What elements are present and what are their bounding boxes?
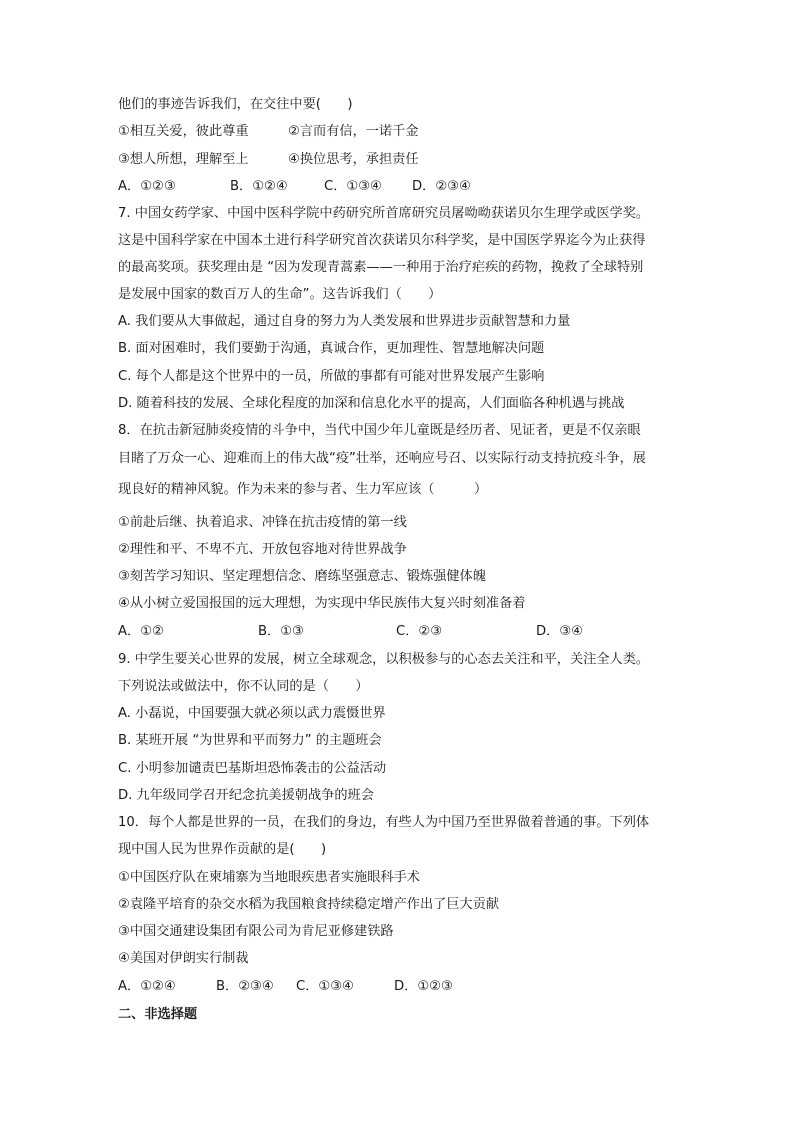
q10-item-1: ①中国医疗队在柬埔寨为当地眼疾患者实施眼科手术 — [118, 870, 420, 885]
q7-option-d: D. 随着科技的发展、全球化程度的加深和信息化水平的提高，人们面临各种机遇与挑战 — [118, 396, 625, 411]
q8-option-d: D．③④ — [536, 624, 583, 639]
q8-option-a: A．①② — [118, 624, 164, 639]
q8-stem-line-3: 现良好的精神风貌。作为未来的参与者、生力军应该（ ） — [118, 482, 488, 497]
q6-stem: 他们的事迹告诉我们，在交往中要( ) — [118, 97, 353, 112]
q10-stem-line-2: 现中国人民为世界作贡献的是( ) — [118, 842, 327, 857]
q7-stem-line-4: 是发展中国家的数百万人的生命”。这告诉我们（ ） — [118, 287, 442, 302]
q10-option-a: A．①②④ — [118, 979, 176, 994]
q7-stem-line-1: 7. 中国女药学家、中国中医科学院中药研究所首席研究员屠呦呦获诺贝尔生理学或医学奖。 — [118, 206, 650, 221]
q9-option-a: A. 小磊说，中国要强大就必须以武力震慑世界 — [118, 706, 386, 721]
section-heading-non-choice: 二、非选择题 — [118, 1007, 198, 1022]
q9-option-b: B. 某班开展 “为世界和平而努力” 的主题班会 — [118, 733, 382, 748]
q8-option-b: B．①③ — [258, 624, 304, 639]
q10-stem-line-1: 10．每个人都是世界的一员，在我们的身边，有些人为中国乃至世界做着普通的事。下列体 — [118, 815, 650, 830]
q6-item-3: ③想人所想，理解至上 — [118, 152, 249, 167]
q6-item-4: ④换位思考，承担责任 — [288, 152, 419, 167]
q10-option-d: D．①②③ — [394, 979, 453, 994]
q6-item-1: ①相互关爱，彼此尊重 — [118, 124, 249, 139]
q6-item-2: ②言而有信，一诺千金 — [288, 124, 419, 139]
q6-option-d: D．②③④ — [412, 179, 471, 194]
q8-option-c: C．②③ — [396, 624, 443, 639]
q10-item-3: ③中国交通建设集团有限公司为肯尼亚修建铁路 — [118, 924, 394, 939]
q7-option-c: C. 每个人都是这个世界中的一员，所做的事都有可能对世界发展产生影响 — [118, 369, 545, 384]
q8-item-3: ③刻苦学习知识、坚定理想信念、磨练坚强意志、锻炼强健体魄 — [118, 569, 486, 584]
q7-option-b: B. 面对困难时，我们要勤于沟通，真诚合作，更加理性、智慧地解决问题 — [118, 341, 545, 356]
q8-stem-line-1: 8．在抗击新冠肺炎疫情的斗争中，当代中国少年儿童既是经历者、见证者，更是不仅亲眼 — [118, 423, 641, 438]
q10-option-b: B．②③④ — [216, 979, 274, 994]
q8-item-2: ②理性和平、不卑不亢、开放包容地对待世界战争 — [118, 542, 407, 557]
q8-stem-line-2: 目睹了万众一心、迎难而上的伟大战“疫”壮举，还响应号召、以实际行动支持抗疫斗争，展 — [118, 451, 646, 466]
q10-item-4: ④美国对伊朗实行制裁 — [118, 951, 249, 966]
q9-option-d: D. 九年级同学召开纪念抗美援朝战争的班会 — [118, 788, 374, 803]
q10-option-c: C．①③④ — [296, 979, 354, 994]
q8-item-1: ①前赴后继、执着追求、冲锋在抗击疫情的第一线 — [118, 515, 407, 530]
q8-item-4: ④从小树立爱国报国的远大理想，为实现中华民族伟大复兴时刻准备着 — [118, 596, 526, 611]
q7-stem-line-3: 的最高奖项。获奖理由是 “因为发现青蒿素——一种用于治疗疟疾的药物，挽救了全球特别 — [118, 260, 644, 275]
q6-option-a: A．①②③ — [118, 179, 176, 194]
q9-stem-line-1: 9. 中学生要关心世界的发展，树立全球观念，以积极参与的心态去关注和平，关注全人类。 — [118, 652, 650, 667]
q9-stem-line-2: 下列说法或做法中，你不认同的是（ ） — [118, 679, 369, 694]
q6-option-b: B．①②④ — [230, 179, 288, 194]
q9-option-c: C. 小明参加谴责巴基斯坦恐怖袭击的公益活动 — [118, 761, 387, 776]
q7-option-a: A. 我们要从大事做起，通过自身的努力为人类发展和世界进步贡献智慧和力量 — [118, 314, 571, 329]
q7-stem-line-2: 这是中国科学家在中国本土进行科学研究首次获诺贝尔科学奖，是中国医学界迄今为止获得 — [118, 233, 646, 248]
q6-option-c: C．①③④ — [324, 179, 382, 194]
q10-item-2: ②袁隆平培育的杂交水稻为我国粮食持续稳定增产作出了巨大贡献 — [118, 897, 500, 912]
